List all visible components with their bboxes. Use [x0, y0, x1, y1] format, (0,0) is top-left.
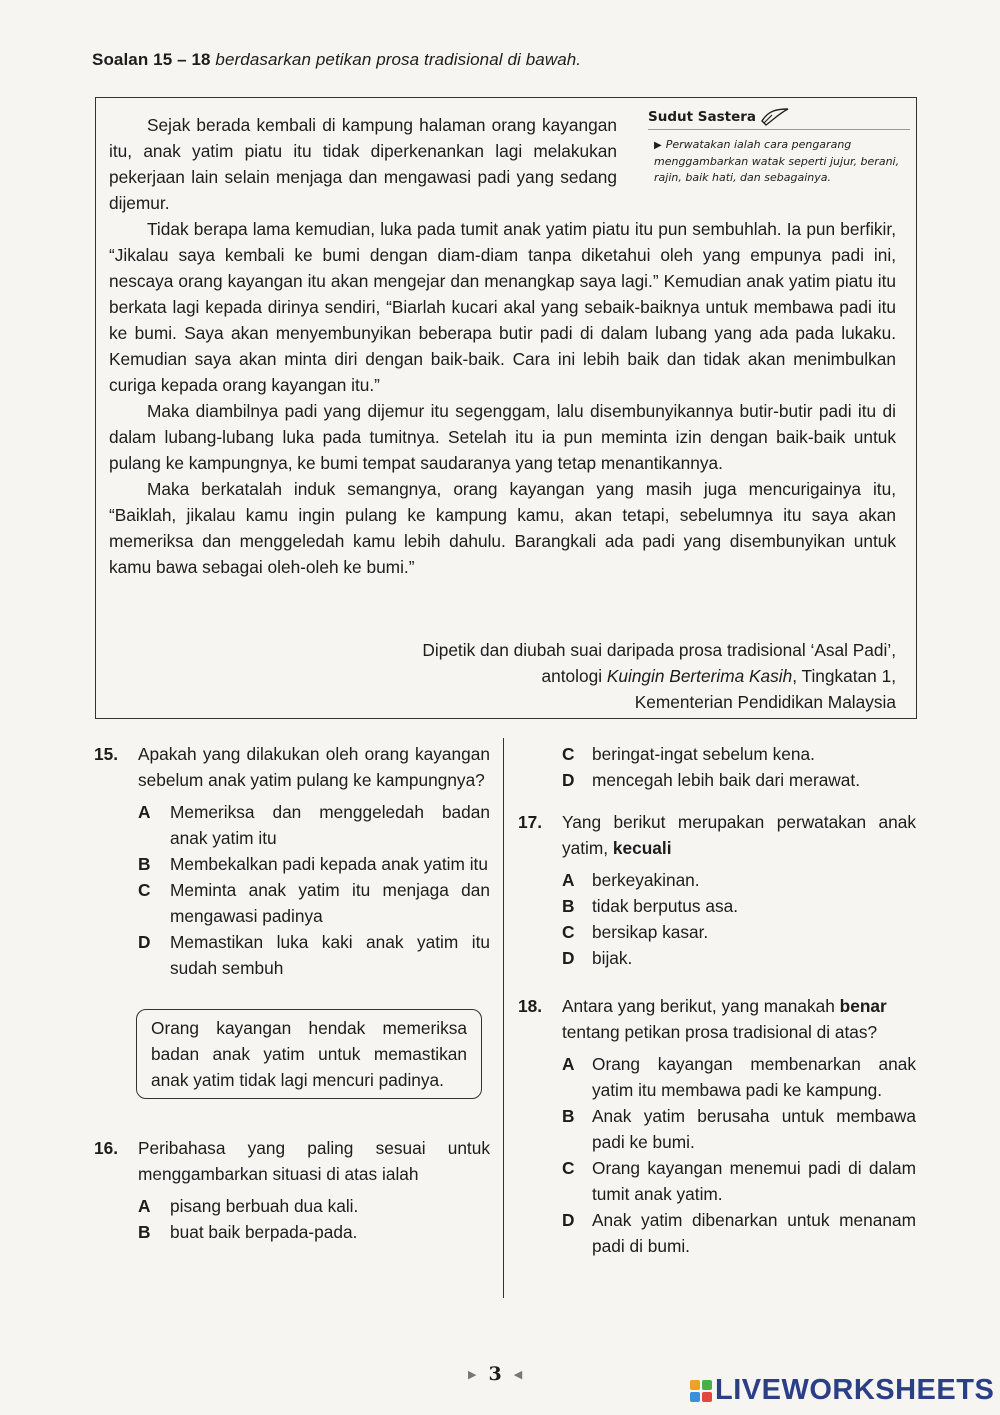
- option-label: B: [138, 854, 151, 874]
- passage-paragraph-4: Maka berkatalah induk semangnya, orang kayangan yang masih juga mencurigainya itu, “Baiklah, jikalau kamu ingin pulang ke kampung kamu, akan tetapi, sebelumnya itu saya akan memeriksa dan menggeledah kamu lebih dahulu. Barangkali ada padi yang disembunyikan untuk kamu bawa sebagai oleh-oleh ke bumi.”: [109, 479, 896, 577]
- question-number: 15.: [94, 744, 119, 764]
- option-18-a[interactable]: [562, 1051, 916, 1103]
- option-16-b[interactable]: [138, 1219, 490, 1245]
- option-text: Anak yatim berusaha untuk membawa padi ke bumi.: [592, 1106, 916, 1152]
- option-text: Anak yatim dibenarkan untuk menanam padi di bumi.: [592, 1210, 916, 1256]
- spacer: [94, 1099, 490, 1135]
- right-column: [518, 741, 916, 1259]
- question-18-text-pre: Antara yang berikut, yang manakah: [562, 996, 835, 1016]
- question-15: [94, 741, 490, 793]
- option-text: Membekalkan padi kepada anak yatim itu: [170, 854, 488, 874]
- heading-instruction: berdasarkan petikan prosa tradisional di bawah.: [215, 50, 582, 69]
- option-label: A: [138, 802, 151, 822]
- logo-square: [702, 1392, 712, 1402]
- question-number: 17.: [518, 812, 543, 832]
- spacer: [518, 793, 916, 809]
- arrow-right-icon: ▶: [468, 1367, 477, 1381]
- passage-text: [109, 112, 896, 580]
- question-text: [562, 993, 916, 1045]
- option-16-d[interactable]: [562, 767, 916, 793]
- option-text: Memeriksa dan menggeledah badan anak yatim itu: [170, 802, 490, 848]
- section-heading: [92, 50, 581, 70]
- question-18: [518, 993, 916, 1045]
- column-divider: [503, 738, 504, 1298]
- passage-source: [336, 637, 896, 715]
- option-18-b[interactable]: [562, 1103, 916, 1155]
- option-17-a[interactable]: [562, 867, 916, 893]
- passage-paragraph-1: Sejak berada kembali di kampung halaman orang kayangan itu, anak yatim piatu itu tidak diperkenankan lagi melakukan pekerjaan lain selain menjaga dan mengawasi padi yang sedang dijemur.: [109, 115, 617, 213]
- option-text: pisang berbuah dua kali.: [170, 1196, 359, 1216]
- source-line-1: Dipetik dan diubah suai daripada prosa tradisional ‘Asal Padi’,: [422, 640, 896, 660]
- question-number: 18.: [518, 996, 543, 1016]
- option-text: bersikap kasar.: [592, 922, 709, 942]
- situation-box: Orang kayangan hendak memeriksa badan anak yatim untuk memastikan anak yatim tidak lagi mencuri padinya.: [136, 1009, 482, 1099]
- option-text: Orang kayangan menemui padi di dalam tumit anak yatim.: [592, 1158, 916, 1204]
- option-15-d[interactable]: [138, 929, 490, 981]
- option-17-c[interactable]: [562, 919, 916, 945]
- question-number: 16.: [94, 1138, 119, 1158]
- source-line-2-pre: antologi: [541, 666, 607, 686]
- option-17-d[interactable]: [562, 945, 916, 971]
- source-line-3: Kementerian Pendidikan Malaysia: [634, 692, 896, 712]
- anthology-title: Kuingin Berterima Kasih: [606, 666, 793, 686]
- arrow-left-icon: ◀: [513, 1367, 523, 1381]
- option-label: D: [562, 770, 575, 790]
- sidebar-text: Perwatakan ialah cara pengarang menggambarkan watak seperti jujur, berani, rajin, baik hati, dan sebagainya.: [654, 138, 900, 184]
- logo-text: LIVEWORKSHEETS: [715, 1374, 995, 1406]
- option-16-a[interactable]: [138, 1193, 490, 1219]
- option-text: Memastikan luka kaki anak yatim itu sudah sembuh: [170, 932, 490, 978]
- option-label: C: [562, 922, 575, 942]
- option-label: B: [562, 1106, 575, 1126]
- option-text: mencegah lebih baik dari merawat.: [592, 770, 861, 790]
- logo-square: [702, 1380, 712, 1390]
- page-number-text: 3: [488, 1363, 502, 1385]
- option-label: C: [138, 880, 151, 900]
- option-text: berkeyakinan.: [592, 870, 700, 890]
- option-label: A: [138, 1196, 151, 1216]
- question-18-emphasis: benar: [839, 996, 887, 1016]
- option-label: C: [562, 1158, 575, 1178]
- question-17-emphasis: kecuali: [612, 838, 672, 858]
- option-label: D: [562, 948, 575, 968]
- option-label: D: [138, 932, 151, 952]
- option-text: Orang kayangan membenarkan anak yatim itu membawa padi ke kampung.: [592, 1054, 916, 1100]
- option-text: beringat-ingat sebelum kena.: [592, 744, 815, 764]
- passage-paragraph-3: Maka diambilnya padi yang dijemur itu segenggam, lalu disembunyikannya butir-butir padi itu di dalam lubang-lubang luka pada tumitnya. Setelah itu ia pun meminta izin dengan baik-baik untuk pulang ke kampungnya, ke bumi tempat saudaranya yang tetap menantikannya.: [109, 401, 896, 473]
- logo-square: [690, 1380, 700, 1390]
- option-text: buat baik berpada-pada.: [170, 1222, 358, 1242]
- question-range: Soalan 15 – 18: [92, 50, 211, 69]
- liveworksheets-logo[interactable]: [690, 1374, 994, 1407]
- option-16-c[interactable]: [562, 741, 916, 767]
- option-15-b[interactable]: [138, 851, 490, 877]
- question-18-text-post: tentang petikan prosa tradisional di atas?: [562, 1022, 878, 1042]
- question-17-text: Yang berikut merupakan perwatakan anak yatim,: [562, 812, 916, 858]
- question-16: [94, 1135, 490, 1187]
- question-17: [518, 809, 916, 861]
- left-column: [94, 741, 490, 1245]
- option-label: A: [562, 1054, 575, 1074]
- question-text: [562, 809, 916, 861]
- option-label: C: [562, 744, 575, 764]
- logo-square: [690, 1392, 700, 1402]
- option-label: A: [562, 870, 575, 890]
- option-label: D: [562, 1210, 575, 1230]
- option-text: tidak berputus asa.: [592, 896, 739, 916]
- question-text: Apakah yang dilakukan oleh orang kayangan sebelum anak yatim pulang ke kampungnya?: [138, 744, 490, 790]
- question-text: Peribahasa yang paling sesuai untuk menggambarkan situasi di atas ialah: [138, 1138, 490, 1184]
- page-number: [468, 1363, 522, 1385]
- source-line-2: [336, 663, 896, 689]
- source-line-2-post: , Tingkatan 1,: [792, 666, 896, 686]
- option-18-c[interactable]: [562, 1155, 916, 1207]
- option-label: B: [138, 1222, 151, 1242]
- option-text: Meminta anak yatim itu menjaga dan mengawasi padinya: [170, 880, 490, 926]
- spacer: [518, 971, 916, 993]
- option-15-c[interactable]: [138, 877, 490, 929]
- option-label: B: [562, 896, 575, 916]
- option-15-a[interactable]: [138, 799, 490, 851]
- option-18-d[interactable]: [562, 1207, 916, 1259]
- passage-paragraph-2: Tidak berapa lama kemudian, luka pada tumit anak yatim piatu itu pun sembuhlah. Ia pun berfikir, “Jikalau saya kembali ke bumi dengan diam-diam tanpa diketahui oleh yang empunya padi ini, nescaya orang kayangan itu akan mengejar dan menangkap saya lagi.” Kemudian anak yatim piatu itu berkata lagi kepada dirinya sendiri, “Biarlah kucari akal yang sebaik-baiknya untuk membawa padi itu ke bumi. Saya akan menyembunyikan beberapa butir padi di dalam lubang yang ada pada lukaku. Kemudian saya akan minta diri dengan baik-baik. Cara ini lebih baik dan tidak akan menimbulkan curiga kepada orang kayangan itu.”: [109, 219, 896, 395]
- bullet-triangle-icon: ▶: [654, 140, 662, 151]
- option-text: bijak.: [592, 948, 633, 968]
- logo-grid-icon: [690, 1380, 712, 1402]
- sidebar-title-text: Sudut Sastera: [648, 109, 757, 125]
- option-17-b[interactable]: [562, 893, 916, 919]
